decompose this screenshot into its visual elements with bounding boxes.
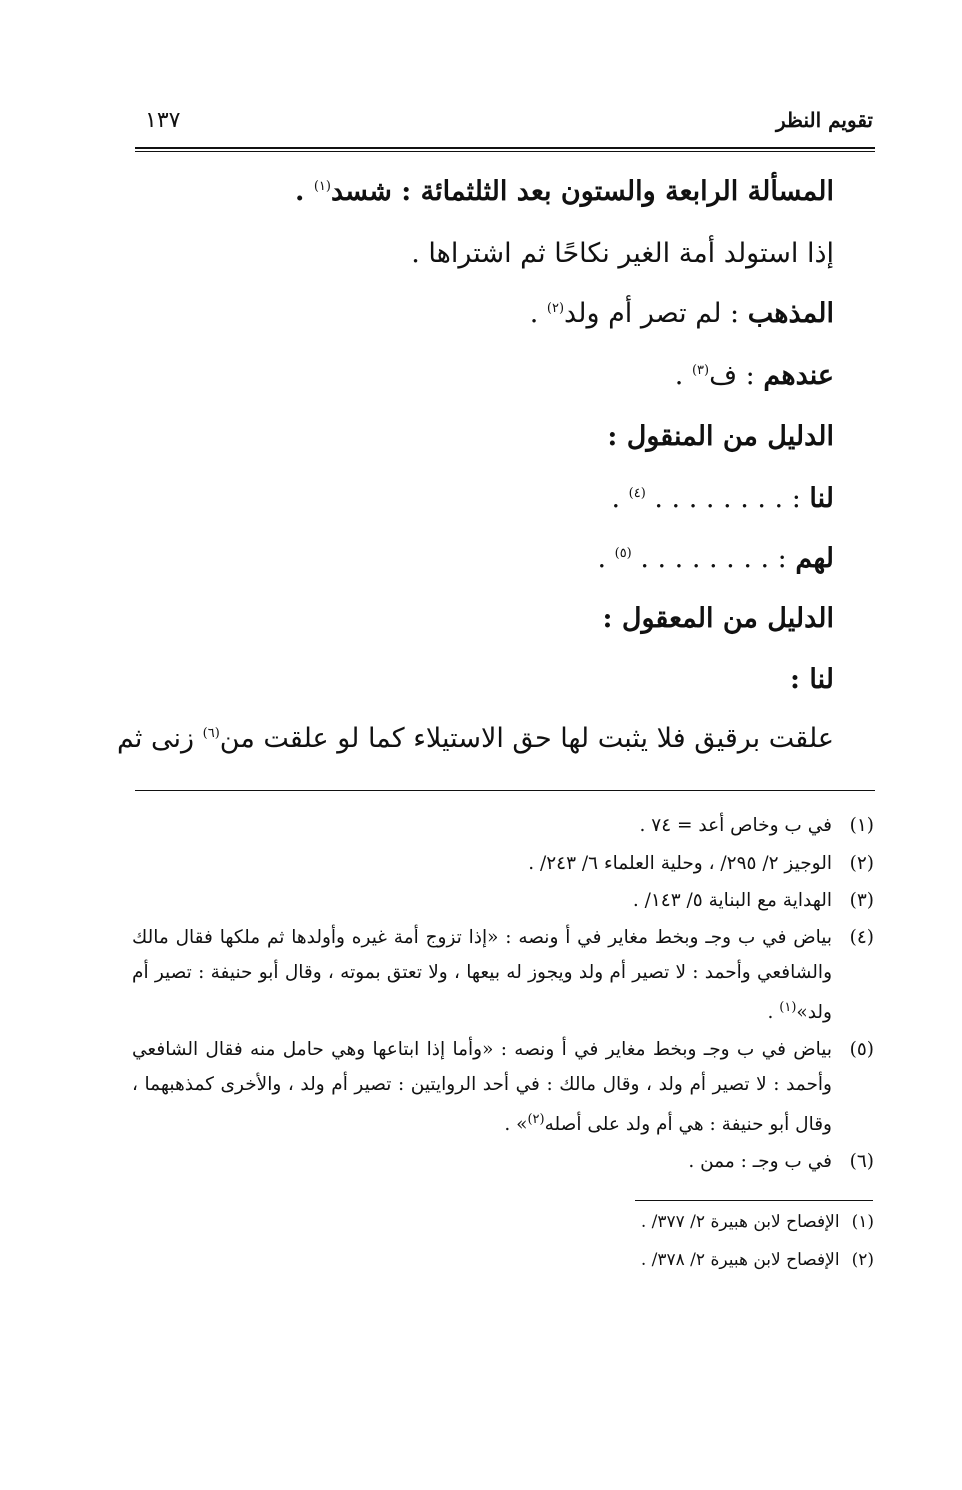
footnote-2 [132,846,874,881]
sub-footnote-1 [641,1212,874,1232]
lana-label: لنا [809,483,834,514]
indahum-text: : ف [709,360,764,391]
sub-footnote-number: (١) [851,1212,874,1232]
page-header [135,108,873,144]
madhhab-text: : لم تصر أم ولد [564,298,748,329]
footnote-ref-1: (١) [313,179,331,194]
footnote-text: بياض في ب وجـ وبخط مغاير في أ ونصه : «وأما إذا ابتاعها وهي حامل منه فقال الشافعي وأحمد : لا تصير أم ولد ، وقال مالك : في أحد الروايتين : تصير أم ولد ، والأخرى كمذهبهما ، وقال أبو حنيفة : هي أم ولد على أصله [132,1039,832,1136]
lana-maqul-label: لنا : [790,664,834,695]
header-rule [135,147,875,149]
lahum-manqul-line: لهم : . . . . . . . . $^{(٥)}$ . [597,543,834,574]
footnote-3 [132,883,874,918]
footnote-number: (٢) [849,853,874,874]
page-number: ١٣٧ [145,108,181,133]
footnote-ref-4: (٤) [628,486,646,501]
footnote-body: بياض في ب وجـ وبخط مغاير في أ ونصه : «وأما إذا ابتاعها وهي حامل منه فقال الشافعي وأحمد : لا تصير أم ولد ، وقال مالك : في أحد الروايتين : تصير أم ولد ، والأخرى كمذهبهما ، وقال أبو حنيفة : هي أم ولد على أصله$^{(٢)}$» . [132,1039,832,1136]
footnote-6 [132,1144,874,1179]
lahum-dots: : . . . . . . . . [631,543,796,574]
manqul-heading: الدليل من المنقول : [607,421,834,452]
argument-line [116,723,834,754]
sub-footnote-2 [641,1250,874,1270]
maqul-heading: الدليل من المعقول : [602,603,834,634]
issue-title-text: المسألة الرابعة والستون بعد الثلثمائة : شسد [330,176,834,207]
lana-dots: : . . . . . . . . [645,483,810,514]
footnote-ref-6: (٦) [202,726,220,741]
footnote-number: (٦) [849,1151,874,1172]
madhhab-line: المذهب : لم تصر أم ولد$^{(٢)}$ . [529,298,834,329]
footnote-ref-3: (٣) [691,363,710,378]
footnote-text: الوجيز ٢/ ٢٩٥/ ، وحلية العلماء ٦/ ٢٤٣/ . [528,853,832,874]
lahum-label: لهم [795,543,834,574]
footnote-5 [132,1032,874,1142]
sub-footnote-number: (٢) [851,1250,874,1270]
footnote-number: (٤) [849,927,874,948]
issue-question: إذا استولد أمة الغير نكاحًا ثم اشتراها . [411,238,834,269]
footnote-number: (١) [849,815,874,836]
lana-manqul-line: لنا : . . . . . . . . $^{(٤)}$ . [611,483,834,514]
issue-title: المسألة الرابعة والستون بعد الثلثمائة : شسد$^{(١)}$ . [295,176,834,207]
indahum-line: عندهم : ف$^{(٣)}$ . [674,360,834,391]
sub-footnote-text: الإفصاح لابن هبيرة ٢/ ٣٧٨/ . [640,1250,840,1270]
footnote-body: بياض في ب وجـ وبخط مغاير في أ ونصه : «إذا تزوج أمة غيره وأولدها ثم ملكها فقال مالك والشافعي وأحمد : لا تصير أم ولد ويجوز له بيعها ، ولا تعتق بموته ، وقال أبو حنيفة : تصير أم ولد»$^{(١)}$ . [132,927,832,1024]
argument-text-end: زنى ثم [116,723,203,754]
indahum-label: عندهم [763,360,834,391]
sub-footnote-ref-2: (٢) [527,1112,545,1127]
header-rule-thin [135,151,875,152]
footnote-text: الهداية مع البناية ٥/ ١٤٣/ . [632,890,832,911]
footnote-1 [132,808,874,843]
sub-footnote-ref-1: (١) [779,1000,797,1015]
sub-footnote-separator [635,1200,873,1201]
footnote-text: بياض في ب وجـ وبخط مغاير في أ ونصه : «إذا تزوج أمة غيره وأولدها ثم ملكها فقال مالك والشافعي وأحمد : لا تصير أم ولد ويجوز له بيعها ، ولا تعتق بموته ، وقال أبو حنيفة : تصير أم ولد» [132,927,832,1024]
madhhab-label: المذهب [747,298,834,329]
sub-footnote-text: الإفصاح لابن هبيرة ٢/ ٣٧٧/ . [640,1212,840,1232]
footnote-number: (٣) [849,890,874,911]
running-title: تقويم النظر [776,108,873,132]
footnote-text: في ب وجـ : ممن . [688,1151,832,1172]
footnote-separator [135,790,875,791]
argument-text: علقت برقيق فلا يثبت لها حق الاستيلاء كما لو علقت من [219,723,834,754]
footnote-text: في ب وخاص أعد = ٧٤ . [639,815,832,836]
footnote-ref-2: (٢) [546,301,565,316]
footnote-number: (٥) [849,1039,874,1060]
footnote-4 [132,920,874,1030]
footnote-ref-5: (٥) [614,546,632,561]
